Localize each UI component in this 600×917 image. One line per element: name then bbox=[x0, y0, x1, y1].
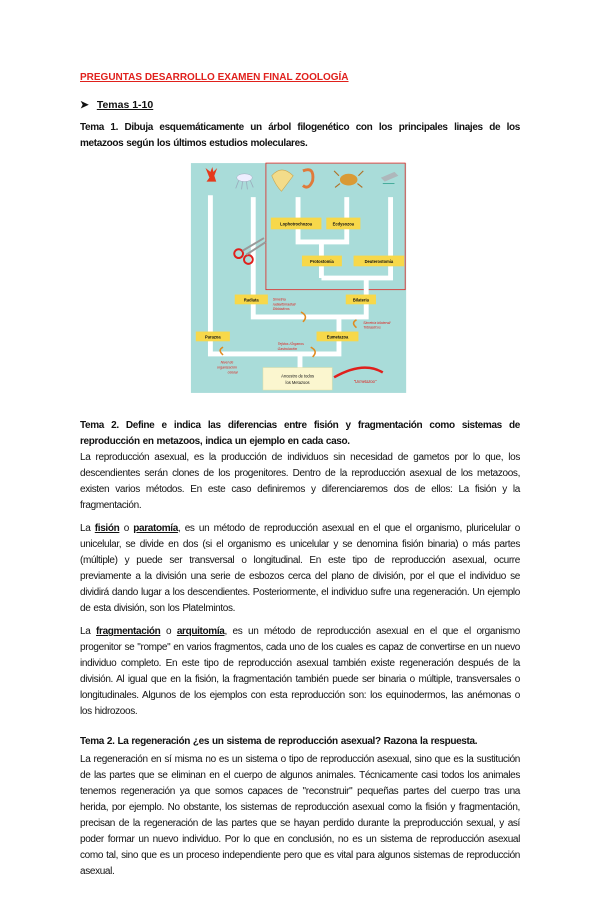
note-cellular-1: Nivel de bbox=[220, 360, 234, 365]
node-protostomia: Protostomia bbox=[310, 258, 334, 264]
text: o bbox=[119, 523, 134, 534]
question-1 bbox=[80, 120, 520, 152]
note-cellular-2: organización bbox=[217, 365, 237, 370]
note-radial-1: Simetría bbox=[272, 297, 286, 302]
question-2-prefix: Tema 2. bbox=[80, 420, 119, 431]
term-fragmentacion: fragmentación bbox=[96, 626, 161, 637]
arrow-bullet-icon: ➤ bbox=[80, 99, 89, 111]
answer-3-paragraph-1: La regeneración en sí misma no es un sistema o tipo de reproducción asexual, sino que es la sustitución de las partes que se eliminan en el cuerpo de algunos animales. Técnicamente casi todos los animales tenemos regeneración ya que somos capaces de "reconstruir" pequeñas partes del cuerpo tras una herida, por ejemplo. No obstante, los sistemas de reproducción asexual como la fisión y fragmentación, precisan de la regeneración de las partes que se hayan perdido durante la preproducción sexual, y así poder formar un nuevo individuo. Por lo que en conclusión, no es un sistema de reproducción asexual como tal, sino que es un proceso independiente pero que es vital para algunos sistemas de reproducción asexual. bbox=[80, 754, 520, 877]
answer-2-paragraph-2 bbox=[80, 521, 520, 617]
term-paratomia: paratomía bbox=[133, 523, 178, 534]
section-label: Temas 1-10 bbox=[96, 99, 154, 111]
term-fision: fisión bbox=[94, 523, 120, 534]
text: , es un método de reproducción asexual en el que el organismo progenitor se "rompe" en varios fragmentos, cada uno de los cuales es capaz de convertirse en un nuevo individuo completo. En este tipo de reproducción asexual también existe regeneración después de la división. Al igual que en la fisión, la fragmentación también puede ser binaria o múltiple, transversales o longitudinales. Algunos de los ejemplos con esta reproducción son: los equinodermos, las anémonas o los hidrozoos. bbox=[80, 626, 520, 717]
note-tissues-2: Gastrulación bbox=[277, 347, 298, 352]
question-3-text: La regeneración ¿es un sistema de reproducción asexual? Razona la respuesta. bbox=[114, 736, 478, 747]
node-radiata: Radiata bbox=[243, 297, 259, 303]
answer-2-paragraph-3 bbox=[80, 624, 520, 720]
document-title: PREGUNTAS DESARROLLO EXAMEN FINAL ZOOLOGÍA bbox=[80, 72, 349, 83]
question-2-text: Define e indica las diferencias entre fisión y fragmentación como sistemas de reproducción en metazoos, indica un ejemplo en cada caso. bbox=[80, 420, 520, 447]
question-1-prefix: Tema 1. bbox=[80, 122, 119, 133]
question-1-text: Dibuja esquemáticamente un árbol filogenético con los principales linajes de los metazoos según los últimos estudios moleculares. bbox=[80, 122, 520, 149]
answer-2-paragraph-1: La reproducción asexual, es la producción de individuos sin necesidad de gametos por lo que, los descendientes serán clones de los progenitores. Dentro de la reproducción asexual de los metazoos, existen varios métodos. En este caso definiremos y diferenciaremos dos de ellos: La fisión y la fragmentación. bbox=[80, 452, 520, 511]
note-bilateral-1: Simetría bilateral/ bbox=[363, 320, 391, 325]
phylogenetic-tree-diagram bbox=[188, 156, 412, 400]
question-2 bbox=[80, 418, 520, 720]
section-heading bbox=[80, 99, 153, 111]
text: La bbox=[80, 626, 97, 637]
node-ancestor-line1: Ancestro de todos bbox=[281, 373, 315, 379]
question-3-prefix: Tema 2. bbox=[80, 736, 115, 747]
node-ancestor-line2: los Metazoos bbox=[285, 380, 310, 386]
bottom-margin bbox=[80, 887, 520, 917]
answers-column bbox=[80, 418, 520, 917]
node-deuterostomia: Deuterostomia bbox=[364, 258, 394, 264]
node-lophotrochozoa: Lophotrochozoa bbox=[280, 221, 313, 227]
term-arquitomia: arquitomía bbox=[176, 626, 225, 637]
node-ecdysozoa: Ecdysozoa bbox=[332, 221, 354, 227]
note-radial-3: Diblásticos bbox=[272, 307, 290, 312]
note-radial-2: radial/birradial/ bbox=[272, 302, 296, 307]
note-cellular-3: celular bbox=[227, 370, 238, 375]
node-parazoa: Parazoa bbox=[205, 334, 221, 340]
text: , es un método de reproducción asexual en el que el organismo, pluricelular o unicelular, se divide en dos (si el organismo es unicelular y se denomina fisión binaria) o más partes (múltiple) y puede ser transversal o longitudinal. En este tipo de reproducción asexual, ocurre previamente a la división una serie de esbozos cerca del plano de división, por el que el individuo se dividirá dando lugar a los descendientes. Posteriormente, el individuo sufre una regeneración. Un ejemplo de esta división, son los Platelmintos. bbox=[80, 523, 520, 614]
note-tissues-1: Tejidos /Órganos bbox=[277, 342, 304, 347]
node-bilateria: Bilateria bbox=[352, 297, 369, 303]
note-bilateral-2: Triblásticos bbox=[363, 325, 381, 330]
note-urmetazoo: "Urmetazoo" bbox=[353, 379, 377, 385]
text: o bbox=[160, 626, 177, 637]
text: La bbox=[80, 523, 95, 534]
node-eumetazoa: Eumetazoa bbox=[326, 334, 349, 340]
question-3 bbox=[80, 734, 520, 880]
